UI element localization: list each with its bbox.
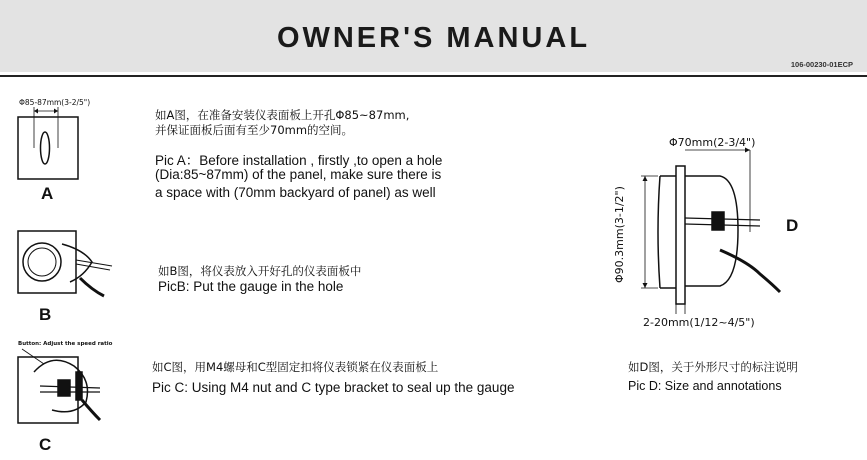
pic-d-bottom-dimension: 2-20mm(1/12~4/5") bbox=[643, 316, 755, 329]
pic-a-english-line-3: a space with (70mm backyard of panel) as well bbox=[155, 185, 436, 200]
pic-a-chinese-line-1: 如A图，在准备安装仪表面板上开孔Φ85~87mm, bbox=[155, 108, 410, 122]
pic-c-letter: C bbox=[39, 435, 52, 454]
page-title: OWNER'S MANUAL bbox=[276, 22, 591, 54]
document-code: 106-00230-01ECP bbox=[790, 60, 853, 69]
pic-b-letter: B bbox=[39, 305, 52, 324]
pic-c-english-line: Pic C: Using M4 nut and C type bracket to seal up the gauge bbox=[152, 380, 515, 395]
pic-a-letter: A bbox=[41, 184, 54, 203]
pic-b-chinese-line: 如B图，将仪表放入开好孔的仪表面板中 bbox=[158, 264, 362, 278]
pic-a-english-line-1: Pic A：Before installation , firstly ,to open a hole bbox=[155, 153, 443, 168]
pic-c-button-note: Button: Adjust the speed ratio bbox=[18, 341, 113, 347]
pic-a-chinese-line-2: 并保证面板后面有至少70mm的空间。 bbox=[155, 123, 354, 137]
pic-d-letter: D bbox=[786, 216, 799, 235]
pic-d-side-dimension: Φ90.3mm(3-1/2") bbox=[613, 186, 626, 283]
pic-c-chinese-line: 如C图，用M4螺母和C型固定扣将仪表锁紧在仪表面板上 bbox=[152, 360, 439, 374]
pic-d-top-dimension: Φ70mm(2-3/4") bbox=[669, 136, 756, 149]
pic-a-english-line-2: (Dia:85~87mm) of the panel, make sure there is bbox=[155, 167, 442, 182]
pic-a-dimension-label: Φ85-87mm(3-2/5") bbox=[19, 98, 91, 107]
pic-b-english-line: PicB: Put the gauge in the hole bbox=[158, 279, 344, 294]
pic-d-chinese-line: 如D图，关于外形尺寸的标注说明 bbox=[628, 360, 798, 374]
pic-d-english-line: Pic D: Size and annotations bbox=[628, 379, 782, 393]
